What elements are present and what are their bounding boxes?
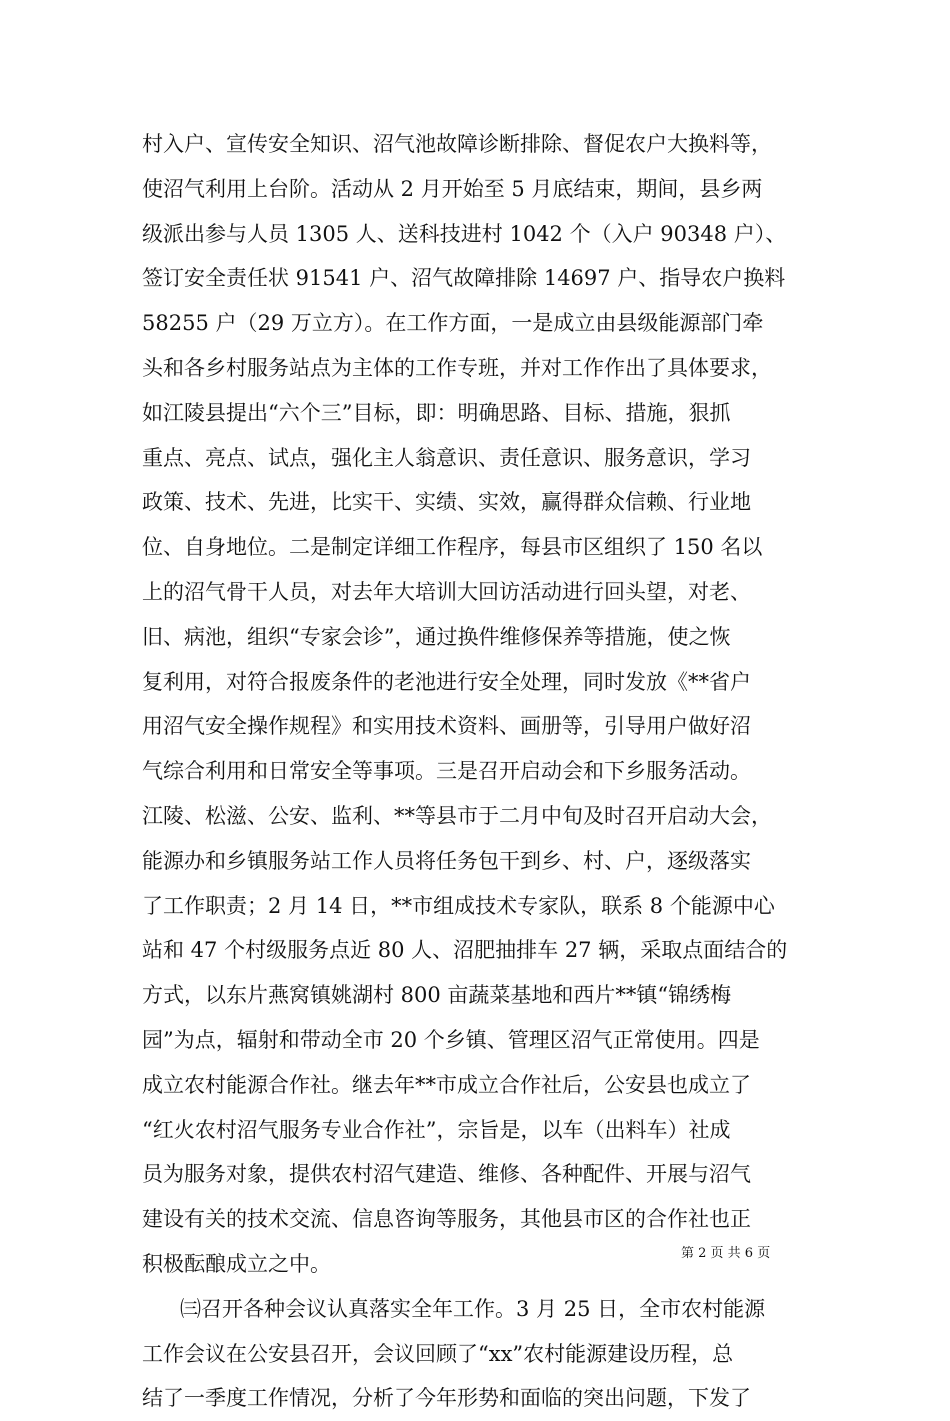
text-line: 上的沼气骨干人员，对去年大培训大回访活动进行回头望，对老、 <box>142 579 751 604</box>
text-line: 使沼气利用上台阶。活动从 2 月开始至 5 月底结束，期间，县乡两 <box>142 176 763 201</box>
text-line: 工作会议在公安县召开，会议回顾了“xx”农村能源建设历程，总 <box>142 1341 734 1366</box>
text-line: 结了一季度工作情况，分析了今年形势和面临的突出问题，下发了 <box>142 1386 751 1411</box>
text-line: 建设有关的技术交流、信息咨询等服务，其他县市区的合作社也正 <box>142 1207 751 1232</box>
text-line: 了工作职责；2 月 14 日，**市组成技术专家队，联系 8 个能源中心 <box>142 893 775 918</box>
text-line-paragraph-start: ㈢召开各种会议认真落实全年工作。3 月 25 日，全市农村能源 <box>180 1296 766 1321</box>
text-line: 方式，以东片燕窝镇姚湖村 800 亩蔬菜基地和西片**镇“锦绣梅 <box>142 983 732 1008</box>
text-line: 员为服务对象，提供农村沼气建造、维修、各种配件、开展与沼气 <box>142 1162 751 1187</box>
text-line: 成立农村能源合作社。继去年**市成立合作社后，公安县也成立了 <box>142 1072 751 1097</box>
text-line: “红火农村沼气服务专业合作社”，宗旨是，以车（出料车）社成 <box>142 1117 731 1142</box>
text-line: 级派出参与人员 1305 人、送科技进村 1042 个（入户 90348 户）、 <box>142 221 787 246</box>
text-line: 能源办和乡镇服务站工作人员将任务包干到乡、村、户，逐级落实 <box>142 848 751 873</box>
text-line: 58255 户（29 万立方）。在工作方面，一是成立由县级能源部门牵 <box>142 311 764 336</box>
text-line: 头和各乡村服务站点为主体的工作专班，并对工作作出了具体要求， <box>142 355 772 380</box>
text-line: 签订安全责任状 91541 户、沼气故障排除 14697 户、指导农户换料 <box>142 266 786 291</box>
text-line: 如江陵县提出“六个三”目标，即：明确思路、目标、措施，狠抓 <box>142 400 731 425</box>
text-line: 复利用，对符合报废条件的老池进行安全处理，同时发放《**省户 <box>142 669 751 694</box>
text-line: 站和 47 个村级服务点近 80 人、沼肥抽排车 27 辆，采取点面结合的 <box>142 938 788 963</box>
text-line: 江陵、松滋、公安、监利、**等县市于二月中旬及时召开启动大会， <box>142 803 772 828</box>
body-text <box>142 122 822 1421</box>
text-line: 旧、病池，组织“专家会诊”，通过换件维修保养等措施，使之恢 <box>142 624 731 649</box>
text-line: 村入户、宣传安全知识、沼气池故障诊断排除、督促农户大换料等， <box>142 132 772 156</box>
text-line: 积极酝酿成立之中。 <box>142 1251 331 1276</box>
text-line: 政策、技术、先进，比实干、实绩、实效，赢得群众信赖、行业地 <box>142 490 751 515</box>
text-line: 用沼气安全操作规程》和实用技术资料、画册等，引导用户做好沼 <box>142 714 751 739</box>
page-footer <box>0 1242 950 1266</box>
text-line: 位、自身地位。二是制定详细工作程序，每县市区组织了 150 名以 <box>142 535 763 560</box>
text-line: 园”为点，辐射和带动全市 20 个乡镇、管理区沼气正常使用。四是 <box>142 1027 760 1052</box>
page-number: 第 2 页 共 6 页 <box>681 1246 771 1261</box>
text-line: 重点、亮点、试点，强化主人翁意识、责任意识、服务意识，学习 <box>142 445 751 470</box>
text-line: 气综合利用和日常安全等事项。三是召开启动会和下乡服务活动。 <box>142 759 751 784</box>
